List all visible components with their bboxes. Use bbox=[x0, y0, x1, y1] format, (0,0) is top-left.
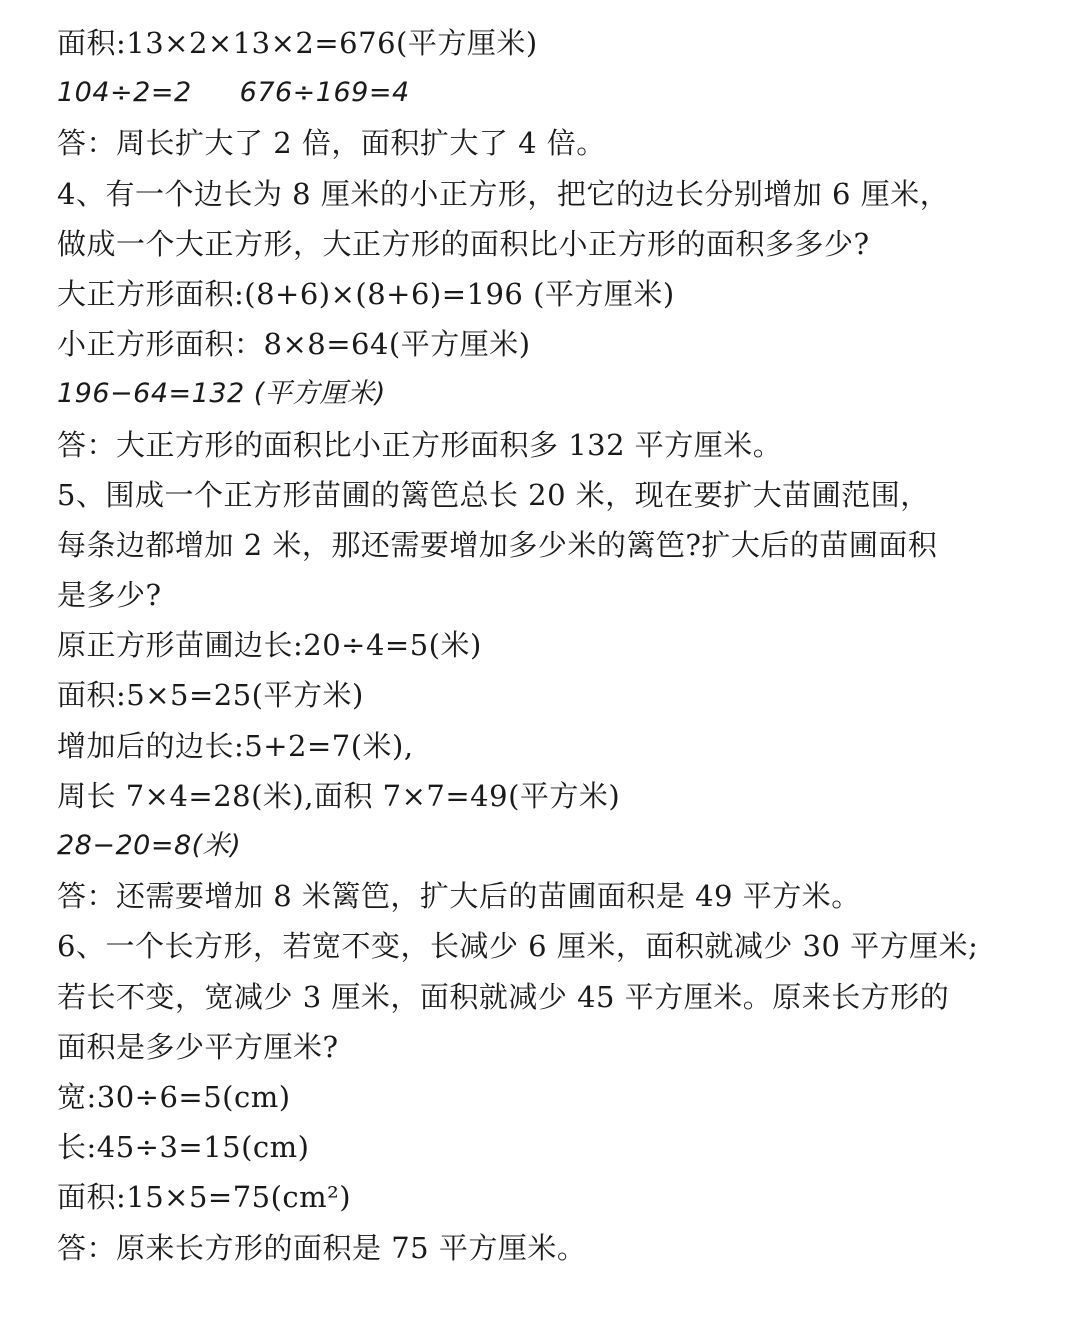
text-line: 周长 7×4=28(米),面积 7×7=49(平方米) bbox=[57, 778, 621, 813]
answer-line: 答：大正方形的面积比小正方形面积多 132 平方厘米。 bbox=[57, 427, 783, 462]
text-line: 大正方形面积:(8+6)×(8+6)=196 (平方厘米) bbox=[57, 276, 675, 311]
question-5-line: 5、围成一个正方形苗圃的篱笆总长 20 米，现在要扩大苗圃范围， bbox=[57, 477, 930, 512]
worksheet-answer-text bbox=[57, 18, 1057, 1273]
question-5-line: 每条边都增加 2 米，那还需要增加多少米的篱笆?扩大后的苗圃面积 bbox=[57, 527, 938, 562]
answer-line: 答：周长扩大了 2 倍，面积扩大了 4 倍。 bbox=[57, 126, 606, 161]
question-6-line: 面积是多少平方厘米? bbox=[57, 1029, 339, 1064]
text-line: 宽:30÷6=5(cm) bbox=[57, 1079, 291, 1114]
area-ratio-formula: 676÷169=4 bbox=[239, 77, 410, 109]
formula-line: 28−20=8(米) bbox=[57, 830, 242, 861]
question-5-line: 是多少? bbox=[57, 578, 162, 613]
text-line: 面积:13×2×13×2=676(平方厘米) bbox=[57, 26, 538, 60]
text-line: 面积:15×5=75(cm²) bbox=[57, 1180, 352, 1215]
text-line: 小正方形面积：8×8=64(平方厘米) bbox=[57, 327, 531, 362]
question-4-line: 4、有一个边长为 8 厘米的小正方形，把它的边长分别增加 6 厘米， bbox=[57, 176, 950, 211]
question-6-line: 若长不变，宽减少 3 厘米，面积就减少 45 平方厘米。原来长方形的 bbox=[57, 979, 950, 1014]
answer-line: 答：还需要增加 8 米篱笆，扩大后的苗圃面积是 49 平方米。 bbox=[57, 879, 861, 914]
text-line: 增加后的边长:5+2=7(米), bbox=[57, 728, 414, 763]
formula-line: 196−64=132 (平方厘米) bbox=[57, 378, 386, 410]
perimeter-ratio-formula: 104÷2=2 bbox=[57, 77, 192, 109]
question-4-line: 做成一个大正方形，大正方形的面积比小正方形的面积多多少? bbox=[57, 226, 870, 261]
text-line: 长:45÷3=15(cm) bbox=[57, 1130, 310, 1165]
question-6-line: 6、一个长方形，若宽不变，长减少 6 厘米，面积就减少 30 平方厘米; bbox=[57, 929, 979, 964]
formula-line bbox=[57, 68, 1057, 118]
answer-line: 答：原来长方形的面积是 75 平方厘米。 bbox=[57, 1230, 587, 1265]
text-line: 原正方形苗圃边长:20÷4=5(米) bbox=[57, 628, 482, 663]
text-line: 面积:5×5=25(平方米) bbox=[57, 678, 364, 713]
